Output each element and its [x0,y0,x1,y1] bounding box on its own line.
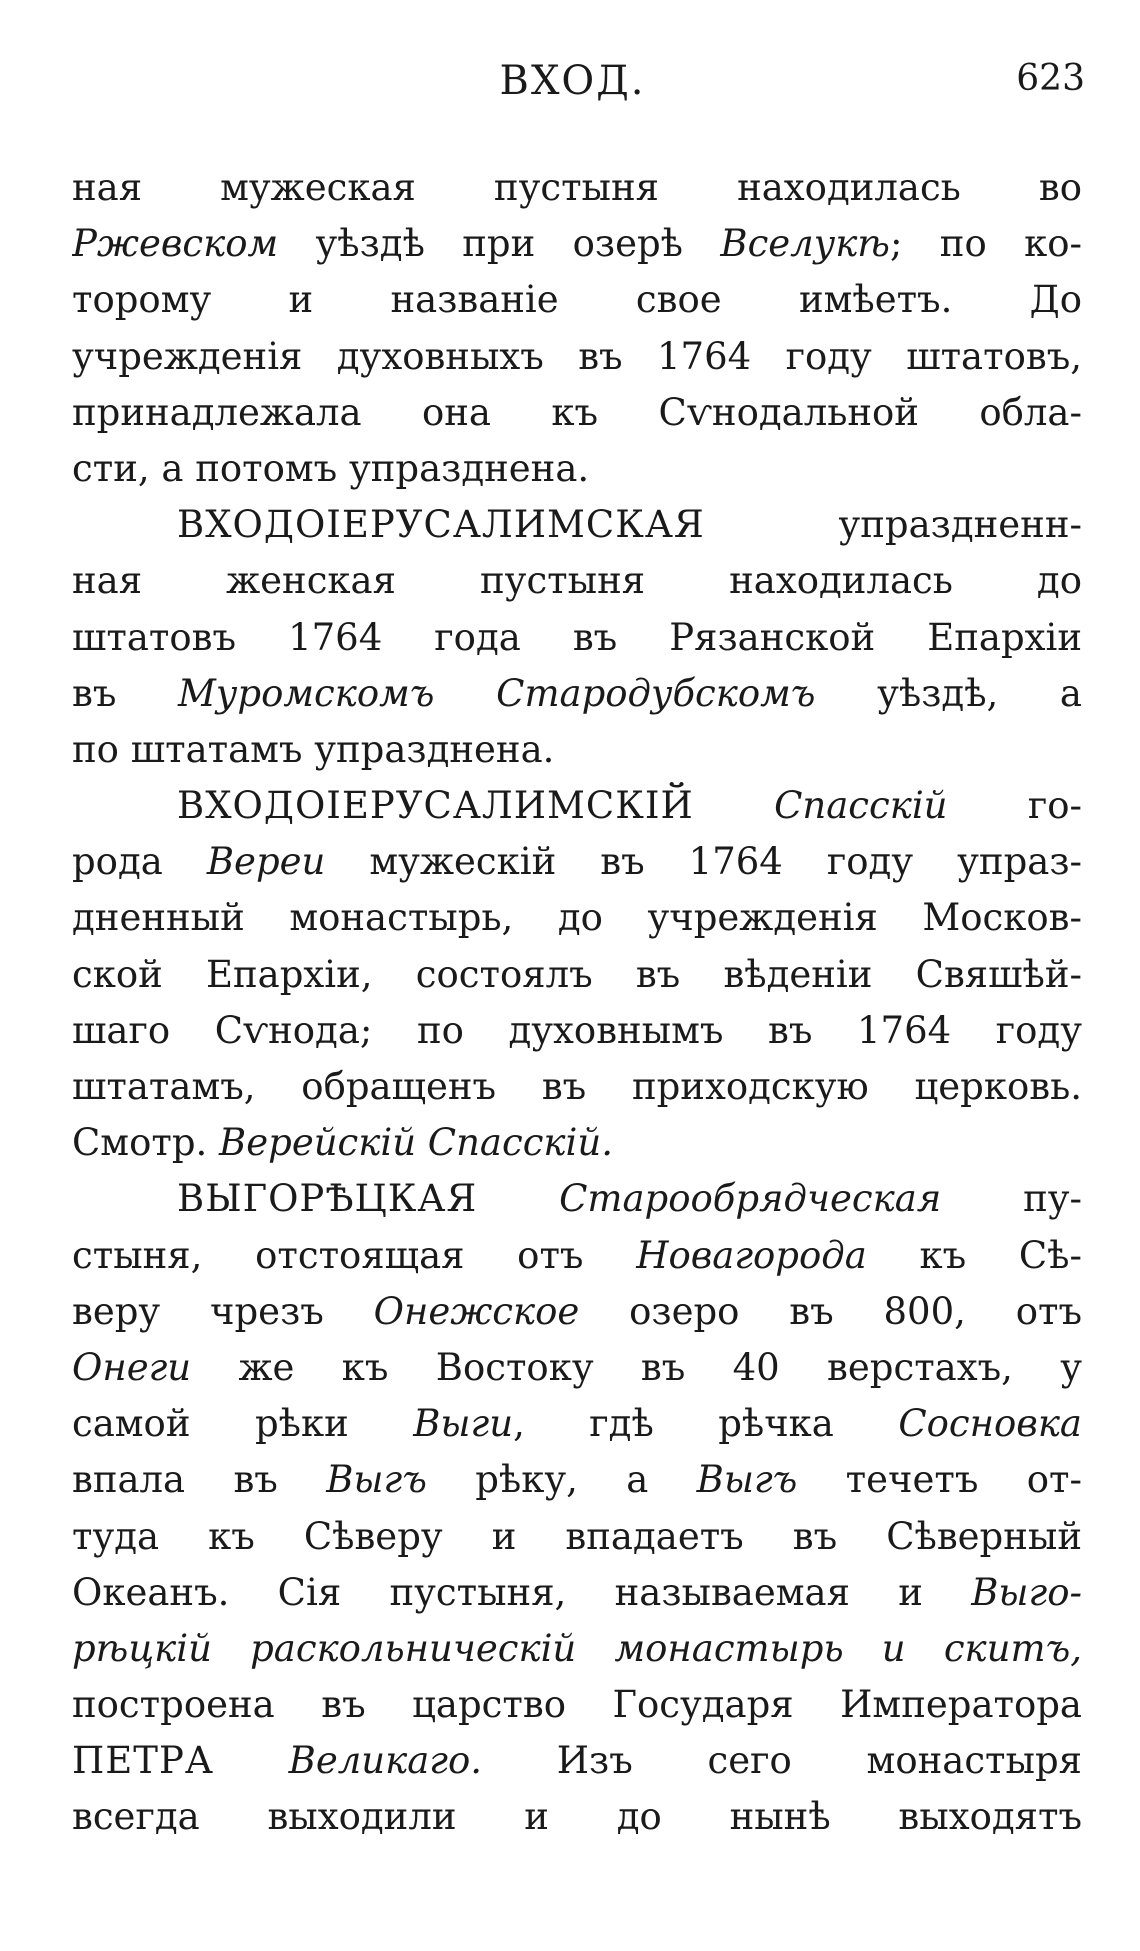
text-segment: мужескій въ 1764 году упраз- [325,840,1082,884]
text-segment: , гдѣ рѣчка [513,1402,899,1446]
text-segment: сти, а потомъ упразднена. [72,446,590,490]
text-segment: стыня, отстоящая отъ [72,1233,637,1277]
italic-text: рѣцкій раскольническій монастырь и скитъ, [72,1626,1082,1670]
text-segment: впала въ [72,1458,327,1502]
text-segment: же къ Востоку въ 40 верстахъ, у [191,1345,1082,1389]
text-line [72,1284,1082,1340]
text-line [72,1509,1082,1565]
text-line [72,441,1082,497]
text-segment [694,784,774,827]
text-line [72,722,1082,778]
text-segment: озеро въ 800, отъ [579,1289,1082,1333]
text-segment: по штатамъ упразднена. [72,727,555,771]
text-line [72,385,1082,441]
text-segment: штатамъ, обращенъ въ приходскую церковь. [72,1065,1082,1108]
text-line [72,1565,1082,1621]
text-segment: рѣку, а [426,1458,697,1502]
text-segment: течетъ от- [797,1458,1082,1502]
page-number: 623 [1016,58,1085,99]
text-line [72,1003,1082,1059]
text-line [72,1452,1082,1508]
text-line [72,1115,1082,1171]
italic-text: Выго- [971,1570,1082,1614]
text-segment: Смотр. [72,1121,220,1165]
italic-text: Выгъ [326,1458,427,1502]
text-segment: уѣздѣ, а [815,671,1082,715]
text-line [72,329,1082,385]
text-segment: дненный монастырь, до учрежденія Москов- [72,896,1082,940]
text-segment: построена въ царство Государя Императора [72,1683,1082,1727]
text-segment: Океанъ. Сія пустыня, называемая и [72,1570,972,1614]
italic-text: Сосновка [898,1402,1082,1446]
text-line [72,834,1082,890]
running-head: ВХОД. [499,58,646,104]
text-segment: ской Епархіи, состоялъ въ вѣденіи Свяшѣй- [72,952,1082,996]
text-line [72,497,1082,553]
text-segment: штатовъ 1764 года въ Рязанской Епархіи [72,615,1082,659]
italic-text: Выгъ [696,1458,798,1502]
italic-text: Спасскій [774,784,948,828]
italic-text: Старообрядческая [559,1177,942,1221]
text-segment: ная женская пустыня находилась до [72,559,1082,603]
text-line [72,1171,1082,1227]
text-line [72,160,1082,216]
italic-text: Ржевском [72,222,279,266]
italic-text: Вереи [206,840,326,884]
text-segment: шаго Сѵнода; по духовнымъ въ 1764 году [72,1008,1082,1052]
text-line [72,1396,1082,1452]
text-segment: го- [947,784,1082,828]
text-segment [477,1177,559,1220]
italic-text: Верейскій Спасскій. [219,1121,613,1165]
text-segment: принадлежала она къ Сѵнодальной обла- [72,390,1082,434]
text-line [72,947,1082,1003]
text-segment: упраздненн- [704,503,1082,547]
text-line [72,1733,1082,1789]
text-segment: учрежденія духовныхъ въ 1764 году штатовъ, [72,334,1082,378]
text-segment: пу- [941,1177,1082,1221]
text-segment: въ [72,671,179,715]
headword: ПЕТРА [72,1739,214,1783]
italic-text: Выги [413,1402,514,1446]
text-line [72,1789,1082,1845]
text-segment: ; по ко- [889,222,1082,266]
body-text [72,160,1082,1846]
text-line [72,272,1082,328]
text-segment: туда къ Сѣверу и впадаетъ въ Сѣверный [72,1514,1082,1558]
page-header [60,50,1085,120]
text-segment: къ Сѣ- [866,1233,1082,1277]
text-line [72,1059,1082,1115]
text-line [72,1340,1082,1396]
italic-text: Великаго. [288,1739,483,1783]
headword: ВЫГОРѢЦКАЯ [177,1177,478,1221]
text-segment: уѣздѣ при озерѣ [278,222,721,266]
text-line [72,1621,1082,1677]
text-segment: рода [72,840,207,884]
italic-text: Онежское [373,1289,580,1333]
text-line [72,890,1082,946]
headword: ВХОДОІЕРУСАЛИМСКАЯ [177,503,705,547]
text-segment: торому и названіе свое имѣетъ. До [72,278,1082,322]
text-line [72,610,1082,666]
text-segment [214,1739,289,1782]
text-segment: веру чрезъ [72,1289,374,1333]
text-line [72,553,1082,609]
italic-text: Муромскомъ Стародубскомъ [178,671,816,715]
text-line [72,1677,1082,1733]
text-segment: самой рѣки [72,1402,414,1446]
text-segment: ная мужеская пустыня находилась во [72,166,1082,209]
text-segment: Изъ сего монастыря [482,1739,1082,1783]
text-line [72,778,1082,834]
italic-text: Новагорода [636,1233,867,1277]
italic-text: Онеги [72,1345,192,1389]
text-line [72,216,1082,272]
text-line [72,666,1082,722]
text-line [72,1228,1082,1284]
headword: ВХОДОІЕРУСАЛИМСКІЙ [177,784,694,828]
text-segment: всегда выходили и до нынѣ выходятъ [72,1795,1082,1839]
italic-text: Вселукѣ [720,222,890,266]
